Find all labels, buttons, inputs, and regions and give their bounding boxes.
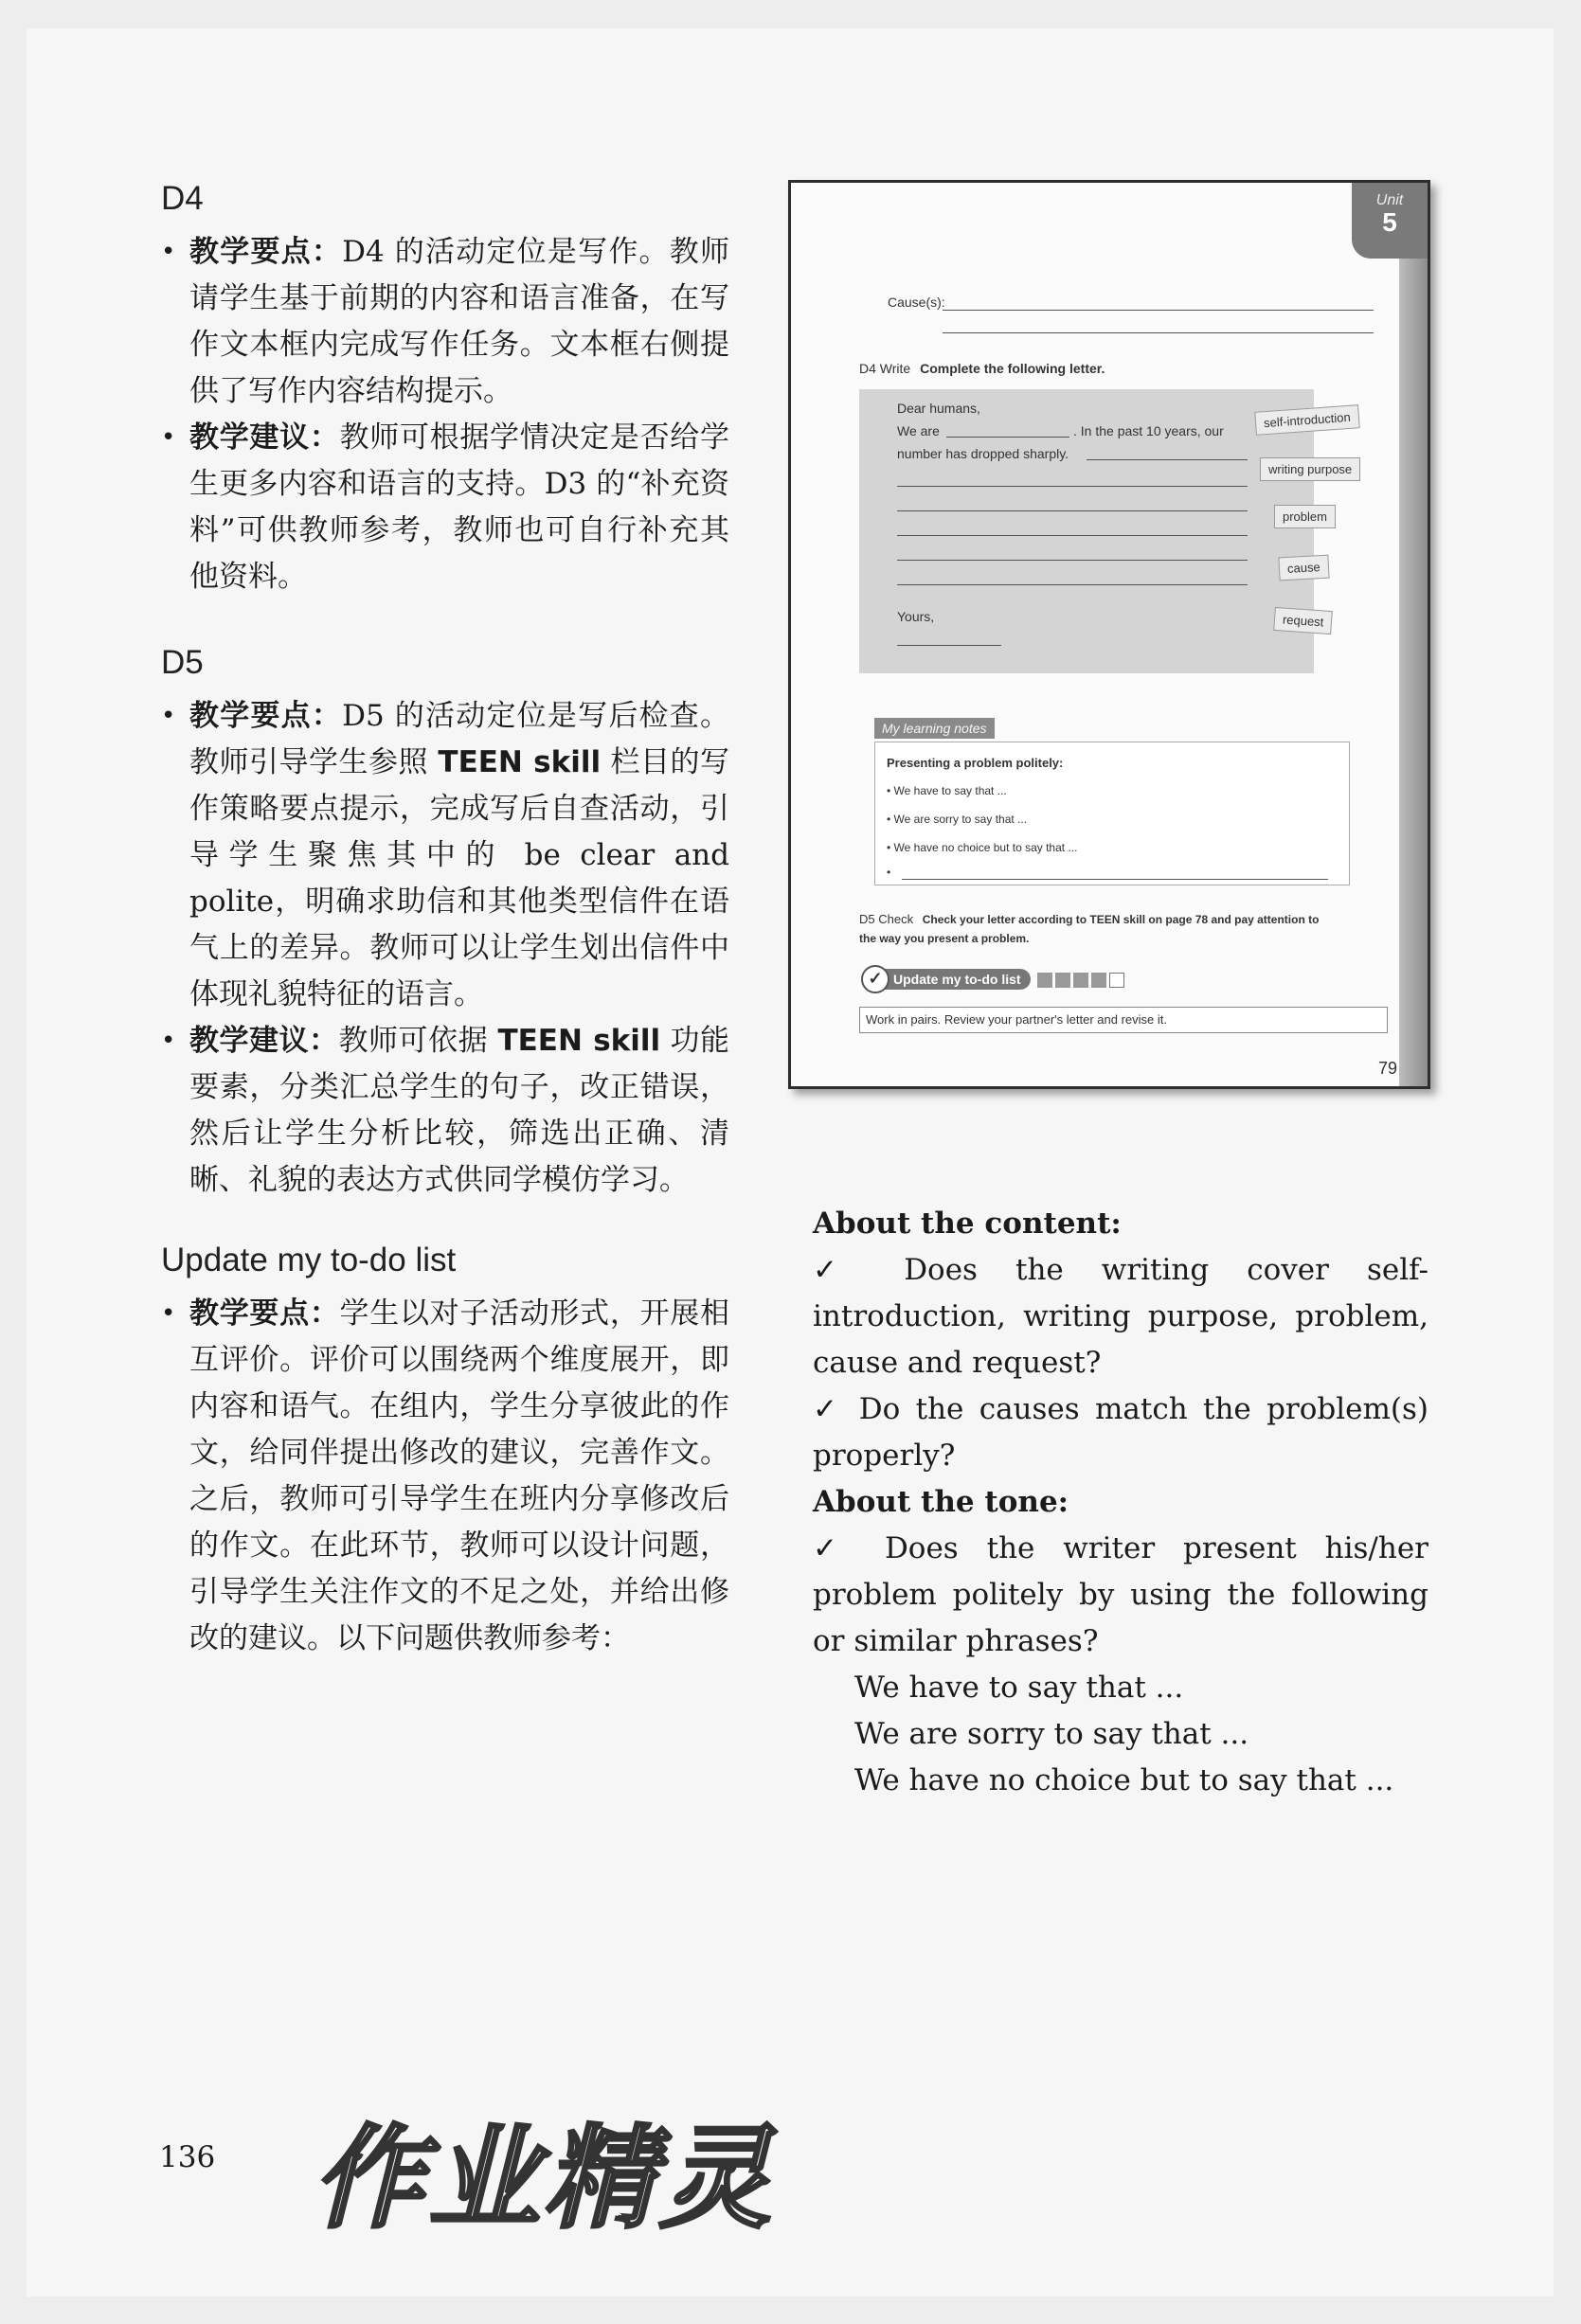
notes-item-2-text: We are sorry to say that ...: [893, 813, 1028, 826]
check-circle-icon: ✓: [861, 965, 889, 993]
watermark-logo: 作业精灵: [313, 2113, 776, 2244]
phrase-3: We have no choice but to say that ...: [854, 1763, 1394, 1797]
unit-tab: [1352, 183, 1428, 259]
d5-check-label: D5 Check: [859, 912, 914, 926]
d5-bullet-suggestions: [161, 1018, 729, 1204]
letter-line2: number has dropped sharply.: [897, 446, 1069, 461]
d4-key-points-text: D4 的活动定位是写作。教师请学生基于前期的内容和语言准备，在写作文本框内完成写作任务。文本框右侧提供了写作内容结构提示。: [189, 235, 730, 408]
unit-number: 5: [1382, 207, 1397, 237]
notes-item-3: • We have no choice but to say that ...: [887, 841, 1078, 854]
tag-writing-purpose: writing purpose: [1260, 457, 1360, 481]
learning-notes-title: My learning notes: [874, 718, 995, 739]
progress-square-2: [1055, 973, 1070, 988]
letter-closing: Yours,: [897, 609, 935, 624]
letter-blank-4: [897, 510, 1248, 511]
d5-key-points-text-b: 栏目的写作策略要点提示，完成写后自查活动，引导学生聚焦其中的 be clear and polite，明确求助信和其他类型信件在语气上的差异。教师可以让学生划出信件中体现礼貌特征的语言。: [189, 745, 730, 1011]
notes-blank-line: [902, 879, 1328, 880]
progress-square-3: [1073, 973, 1088, 988]
d4-bullet-key-points: [161, 229, 729, 415]
d4-suggestions-label: 教学建议：: [189, 420, 340, 455]
update-todo-label-text: Update my to-do list: [893, 972, 1021, 987]
d5-key-points-label: 教学要点：: [189, 699, 343, 733]
d5-suggestions-text-a: 教师可依据: [338, 1024, 498, 1058]
textbook-page-number: 79: [1377, 1059, 1397, 1078]
d4-write-label: D4 Write: [859, 361, 911, 376]
letter-blank-7: [897, 584, 1248, 585]
progress-square-1: [1037, 973, 1052, 988]
notes-item-3-text: We have no choice but to say that ...: [893, 841, 1078, 854]
question-2-text: Do the causes match the problem(s) properly?: [813, 1392, 1428, 1473]
right-column: [813, 1201, 1428, 1804]
letter-we-are: We are: [897, 423, 940, 438]
d5-check-instruction: Check your letter according to TEEN skill on page 78 and pay attention to the way you present a problem.: [859, 913, 1320, 945]
question-3: [813, 1526, 1428, 1665]
d5-key-points-text-a: D5 的活动定位是写后检查。教师引导学生参照: [189, 699, 730, 779]
letter-blank-2: [1087, 459, 1248, 460]
d4-suggestions-text: 教师可根据学情决定是否给学生更多内容和语言的支持。D3 的“补充资料”可供教师参考，教师也可自行补充其他资料。: [189, 420, 730, 594]
letter-box: [859, 389, 1314, 673]
cause-line-1: [943, 310, 1374, 311]
d4-write-instruction: Complete the following letter.: [920, 361, 1105, 376]
cause-label: Cause(s):: [888, 295, 945, 310]
update-heading: Update my to-do list: [161, 1242, 457, 1278]
d4-heading: D4: [161, 180, 204, 217]
left-column: [161, 180, 729, 1662]
d4-write-row: [859, 361, 1105, 376]
phrase-2: We are sorry to say that ...: [854, 1717, 1249, 1751]
d4-bullet-suggestions: [161, 415, 729, 600]
letter-line1-tail: . In the past 10 years, our: [1073, 423, 1224, 438]
page-edge: [1399, 183, 1428, 1086]
textbook-page-image: [788, 180, 1430, 1089]
letter-blank-6: [897, 560, 1248, 561]
check-icon: ✓: [813, 1253, 867, 1287]
page-number: 136: [159, 2140, 216, 2174]
check-icon: ✓: [813, 1531, 857, 1565]
notes-item-1: • We have to say that ...: [887, 784, 1007, 797]
notes-item-1-text: We have to say that ...: [893, 784, 1007, 797]
notes-heading: Presenting a problem politely:: [887, 756, 1064, 770]
question-1-text: Does the writing cover self-introduction, writing purpose, problem, cause and request?: [813, 1253, 1428, 1380]
update-key-points-text: 学生以对子活动形式，开展相互评价。评价可以围绕两个维度展开，即内容和语气。在组内，学生分享彼此的作文，给同伴提出修改的建议，完善作文。之后，教师可引导学生在班内分享修改后的作文。在此环节，教师可以设计问题，引导学生关注作文的不足之处，并给出修改的建议。以下问题供教师参考：: [189, 1296, 730, 1655]
progress-square-4: [1091, 973, 1106, 988]
pairs-instruction-box: Work in pairs. Review your partner's letter and revise it.: [859, 1007, 1388, 1033]
check-icon: ✓: [813, 1392, 844, 1426]
notes-item-4: •: [887, 866, 891, 879]
letter-signature-line: [897, 645, 1001, 646]
question-3-text: Does the writer present his/her problem politely by using the following or similar phrases?: [813, 1531, 1429, 1658]
cause-line-2: [943, 332, 1374, 333]
d5-suggestions-label: 教学建议：: [189, 1024, 339, 1058]
d5-suggestions-text-b: 功能要素，分类汇总学生的句子，改正错误，然后让学生分析比较，筛选出正确、清晰、礼貌的表达方式供同学模仿学习。: [189, 1024, 730, 1197]
d5-heading: D5: [161, 644, 204, 681]
letter-greeting: Dear humans,: [897, 401, 980, 416]
d4-key-points-label: 教学要点：: [189, 235, 343, 269]
notes-item-2: • We are sorry to say that ...: [887, 813, 1028, 826]
update-todo-label: [865, 969, 1031, 990]
tag-cause: cause: [1278, 555, 1329, 581]
tag-request: request: [1273, 607, 1333, 635]
d5-teen-skill: TEEN skill: [438, 745, 602, 779]
update-todo-bar: [865, 969, 1124, 990]
letter-blank-name: [946, 437, 1069, 438]
letter-blank-3: [897, 486, 1248, 487]
question-1: [813, 1247, 1428, 1386]
unit-label: Unit: [1375, 192, 1404, 208]
tone-heading: About the tone:: [813, 1485, 1069, 1519]
d5-check-row: [859, 910, 1333, 948]
d5-suggestions-teen-skill: TEEN skill: [497, 1024, 661, 1058]
tag-self-introduction: self-introduction: [1254, 404, 1359, 436]
update-bullet-key-points: [161, 1291, 729, 1662]
phrase-1: We have to say that ...: [854, 1671, 1184, 1705]
progress-square-5: [1109, 973, 1124, 988]
tag-problem: problem: [1274, 505, 1336, 528]
update-key-points-label: 教学要点：: [189, 1296, 340, 1331]
letter-blank-5: [897, 535, 1248, 536]
learning-notes-box: [874, 742, 1350, 885]
question-2: [813, 1386, 1428, 1479]
d5-bullet-key-points: [161, 693, 729, 1018]
content-heading: About the content:: [813, 1207, 1122, 1241]
